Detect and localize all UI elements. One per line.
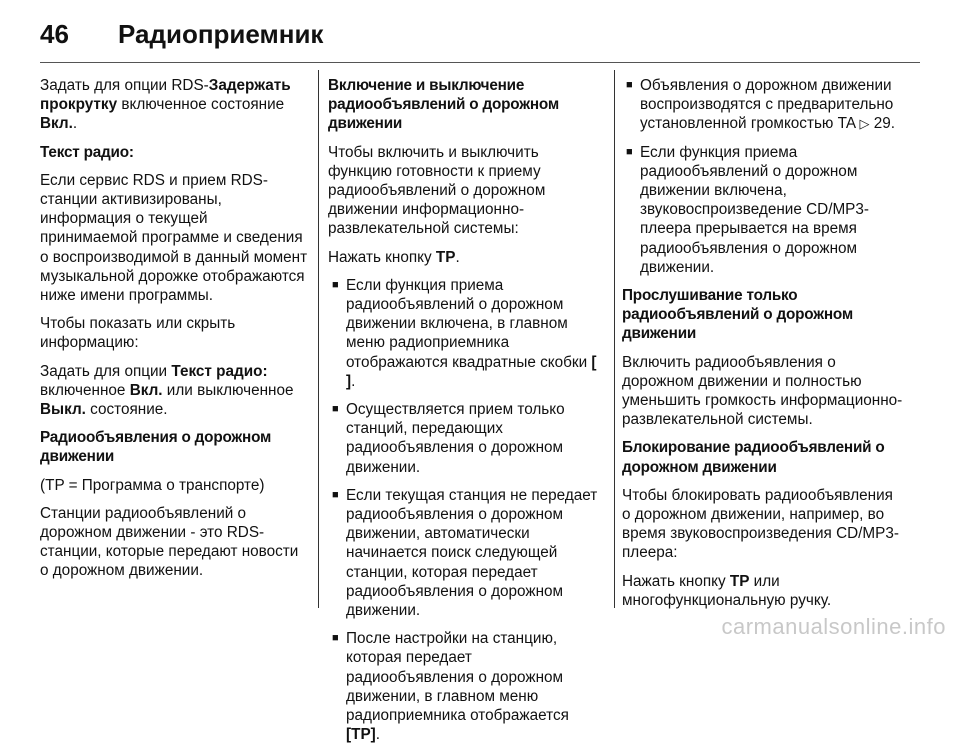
option-name: Задержать прокрутку [40, 77, 291, 114]
tp-definition: (TP = Программа о транспорте) [40, 476, 265, 494]
radiotext-heading: Текст радио: [40, 143, 134, 161]
page-reference-icon[interactable]: ▷ [859, 116, 870, 132]
list-item-text: Если текущая станция не передает радиообъявления о дорожном движении, автоматически начинается поиск следующей станции, которая передает радиообъявления о дорожном движении. [346, 486, 598, 620]
column-divider [318, 70, 319, 608]
list-item [328, 486, 604, 620]
text-run: . [351, 372, 356, 390]
text-run: Нажать кнопку [622, 572, 730, 590]
square-bullet-icon: ■ [332, 278, 339, 291]
column-3 [622, 76, 904, 619]
option-name: Текст радио: [171, 362, 268, 380]
onoff-section [328, 76, 604, 239]
traffic-heading: Радиообъявления о дорожном движении [40, 429, 272, 466]
show-hide-paragraph: Чтобы показать или скрыть информацию: [40, 315, 236, 352]
rds-delay-paragraph [40, 76, 308, 134]
text-run: Объявления о дорожном движении воспроизводятся с предварительно установленной громкостью TA [640, 77, 894, 133]
text-run: или выключенное [162, 381, 294, 399]
square-bullet-icon: ■ [626, 145, 633, 158]
page-reference[interactable]: 29 [873, 115, 891, 133]
brackets-symbol: [ ] [346, 353, 597, 390]
square-bullet-icon: ■ [332, 488, 339, 501]
list-item-text: Осуществляется прием только станций, передающих радиообъявления о дорожном движении. [346, 401, 565, 476]
radiotext-section [40, 143, 308, 306]
traffic-stations-paragraph: Станции радиообъявлений о дорожном движении - это RDS-станции, которые передают новости о дорожном движении. [40, 504, 299, 580]
listen-only-heading: Прослушивание только радиообъявлений о дорожном движении [622, 287, 853, 343]
text-run: . [72, 115, 78, 133]
tp-symbol: [TP] [346, 726, 376, 744]
text-run: включенное [40, 381, 130, 399]
header-divider [40, 62, 920, 63]
column-2 [328, 76, 604, 754]
list-item-text [346, 629, 604, 744]
column-divider [614, 70, 615, 608]
watermark: carmanualsonline.info [721, 614, 946, 639]
block-section [622, 438, 904, 562]
text-run: Задать для опции RDS- [40, 77, 209, 94]
listen-only-section [622, 286, 904, 429]
page-header [40, 14, 323, 54]
list-item [328, 276, 604, 391]
list-item [328, 629, 604, 744]
list-item-text [640, 76, 904, 134]
option-value: Вкл. [40, 115, 73, 133]
list-item [622, 76, 904, 134]
list-item [328, 400, 604, 477]
press-tp-knob-paragraph [622, 572, 904, 610]
text-run: . [890, 115, 895, 133]
text-run: После настройки на станцию, которая передает радиообъявления о дорожном движении, в главном меню радиоприемника отображается [346, 630, 569, 725]
square-bullet-icon: ■ [626, 79, 633, 91]
radiotext-set-paragraph [40, 362, 308, 420]
text-run: включенное состояние [117, 96, 285, 114]
text-run: или многофункциональную ручку. [622, 572, 832, 609]
onoff-heading: Включение и выключение радиообъявлений о дорожном движении [328, 77, 559, 133]
page-number: 46 [40, 18, 69, 49]
column-1 [40, 76, 308, 590]
onoff-paragraph: Чтобы включить и выключить функцию готовности к приему радиообъявлений о дорожном движении информационно-развлекательной системы: [328, 143, 546, 238]
tp-button-name: TP [435, 248, 456, 266]
text-run: Нажать кнопку [328, 248, 436, 266]
text-run: Задать для опции [40, 362, 172, 380]
traffic-section [40, 428, 308, 495]
square-bullet-icon: ■ [332, 632, 339, 645]
option-value: Выкл. [40, 401, 86, 419]
option-value: Вкл. [129, 381, 163, 399]
page-title: Радиоприемник [118, 18, 324, 49]
block-heading: Блокирование радиообъявлений о дорожном движении [622, 439, 885, 476]
text-run: состояние. [85, 401, 168, 419]
list-item-text [346, 276, 604, 391]
listen-only-paragraph: Включить радиообъявления о дорожном движении и полностью уменьшить громкость информационно-развлекательной системы. [622, 353, 903, 429]
text-run: Если функция приема радиообъявлений о дорожном движении включена, в главном меню радиоприемника отображаются квадратные скобки [346, 276, 592, 371]
text-run: . [455, 248, 460, 266]
tp-button-name: TP [729, 572, 750, 590]
block-paragraph: Чтобы блокировать радиообъявления о дорожном движении, например, во время звуковоспроизведения CD/MP3-плеера: [622, 486, 899, 562]
text-run: . [375, 726, 380, 744]
radiotext-paragraph: Если сервис RDS и прием RDS-станции активизированы, информация о текущей принимаемой программе и сведения о воспроизводимой в данный момент музыкальной дорожке отображаются ниже имени программы. [40, 171, 308, 305]
list-item-text: Если функция приема радиообъявлений о дорожном движении включена, звуковоспроизведение CD/MP3-плеера прерывается на время радиообъявления о дорожном движении. [640, 143, 869, 276]
press-tp-paragraph [328, 248, 604, 267]
list-item [622, 143, 904, 277]
square-bullet-icon: ■ [332, 403, 339, 416]
